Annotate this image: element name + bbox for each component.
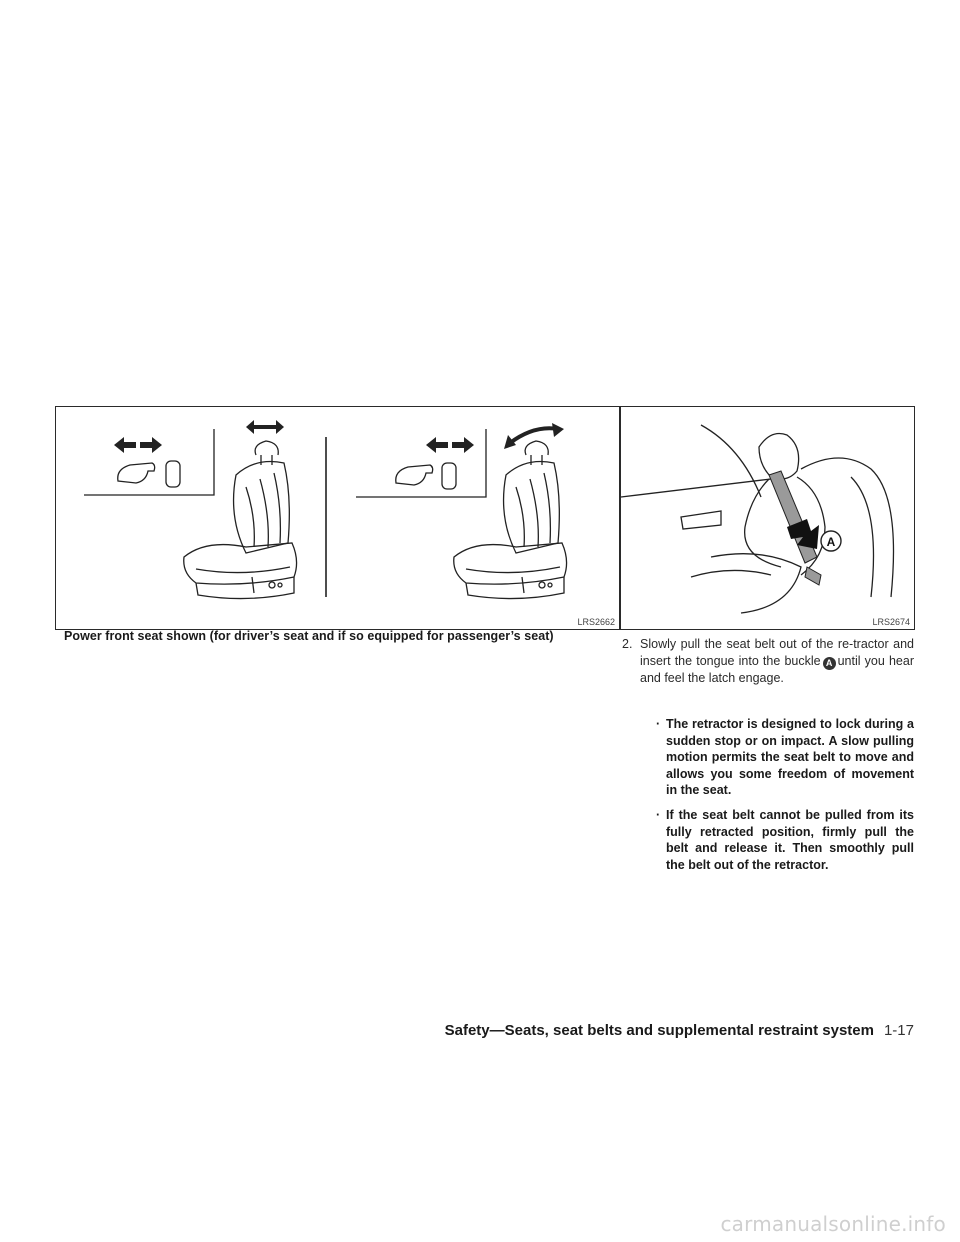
seat-belt-illustration	[621, 407, 914, 629]
slide-arrows-icon	[114, 437, 162, 453]
seat-left	[184, 441, 297, 599]
callout-a-label: A	[826, 535, 836, 549]
figure-code: LRS2662	[577, 617, 615, 627]
page-number: 1-17	[883, 1022, 914, 1039]
seat-belt-figure	[620, 406, 915, 630]
step-text-after: until you hear and feel the latch engage.	[640, 653, 914, 685]
step-2	[622, 636, 914, 686]
step-text	[640, 636, 914, 686]
bullet-marker: ·	[656, 717, 661, 731]
power-seat-figure	[55, 406, 620, 630]
step-text-before: Slowly pull the seat belt out of the re-tractor and insert the tongue into the buckle	[640, 637, 914, 668]
watermark: carmanualsonline.info	[720, 1212, 946, 1236]
bullet-text: The retractor is designed to lock during a sudden stop or on impact. A slow pulling motion permits the seat belt to move and allows you some freedom of movement in the seat.	[666, 717, 914, 798]
seat-right	[454, 441, 567, 599]
figure-code: LRS2674	[872, 617, 910, 627]
section-title: Safety—Seats, seat belts and supplemental restraint system	[444, 1022, 874, 1039]
step-number: 2.	[622, 637, 633, 651]
list-item	[622, 807, 914, 873]
page-footer	[0, 1022, 914, 1039]
seat-figure-caption: Power front seat shown (for driver’s seat and if so equipped for passenger’s seat)	[64, 629, 554, 643]
bullet-text: If the seat belt cannot be pulled from its fully retracted position, firmly pull the belt and release it. Then smoothly pull the belt out of the retractor.	[666, 807, 914, 872]
power-seat-illustration	[56, 407, 619, 629]
list-item	[622, 716, 914, 799]
bullet-marker: ·	[656, 807, 661, 822]
caution-bullet-list	[622, 716, 914, 881]
callout-a-icon: A	[823, 657, 836, 670]
